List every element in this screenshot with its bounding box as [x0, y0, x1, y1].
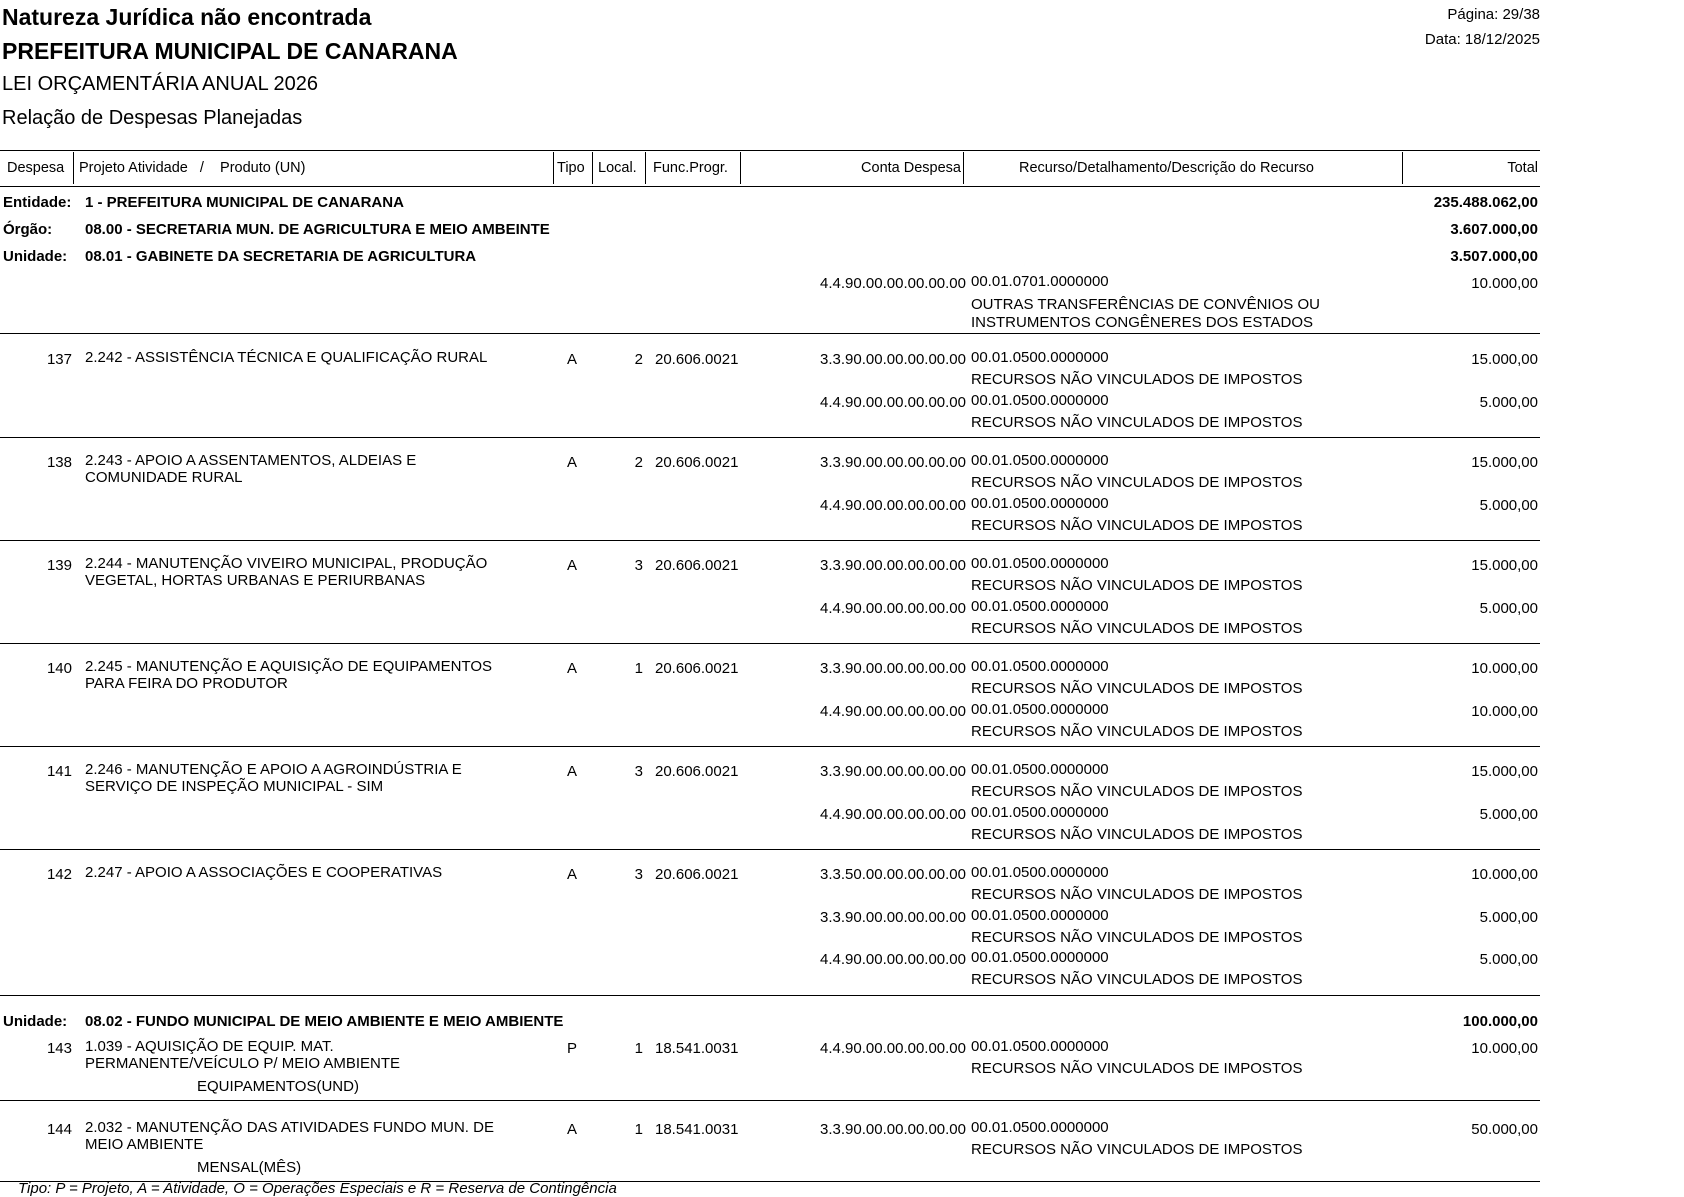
col-header-tipo: Tipo: [557, 160, 585, 176]
col-separator: [1402, 152, 1403, 184]
line-recurso: 00.01.0500.0000000: [971, 1037, 1109, 1055]
row-projeto-line2: MEIO AMBIENTE: [85, 1135, 204, 1153]
line-total: 5.000,00: [1479, 908, 1538, 926]
row-func: 20.606.0021: [655, 454, 739, 471]
line-recurso: 00.01.0500.0000000: [971, 555, 1109, 572]
row-despesa: 142: [46, 866, 72, 883]
row-projeto-line1: 2.247 - APOIO A ASSOCIAÇÕES E COOPERATIVAS: [85, 864, 443, 881]
table-top-border: [0, 150, 1540, 151]
line-total: 50.000,00: [1471, 1120, 1538, 1138]
line-conta: 3.3.90.00.00.00.00.00: [820, 351, 966, 368]
row-divider: [0, 995, 1540, 996]
row-despesa: 143: [46, 1039, 72, 1057]
carry-conta: 4.4.90.00.00.00.00.00: [820, 275, 966, 292]
line-recurso: 00.01.0500.0000000: [971, 658, 1109, 675]
line-recurso-desc: RECURSOS NÃO VINCULADOS DE IMPOSTOS: [971, 886, 1303, 903]
carry-total: 10.000,00: [1471, 275, 1538, 292]
unidade2-name: 08.02 - FUNDO MUNICIPAL DE MEIO AMBIENTE E MEIO AMBIENTE: [85, 1012, 564, 1030]
line-recurso-desc: RECURSOS NÃO VINCULADOS DE IMPOSTOS: [971, 371, 1303, 388]
line-recurso-desc: RECURSOS NÃO VINCULADOS DE IMPOSTOS: [971, 680, 1303, 697]
row-despesa: 139: [46, 557, 72, 574]
row-projeto-line1: 2.246 - MANUTENÇÃO E APOIO A AGROINDÚSTRIA E: [85, 761, 462, 778]
line-total: 5.000,00: [1479, 599, 1538, 617]
row-tipo: A: [567, 557, 578, 574]
row-func: 20.606.0021: [655, 351, 739, 368]
row-tipo: A: [567, 351, 578, 368]
report-title-natureza: Natureza Jurídica não encontrada: [2, 4, 372, 30]
line-conta: 4.4.90.00.00.00.00.00: [820, 951, 966, 968]
line-recurso: 00.01.0500.0000000: [971, 452, 1109, 469]
line-total: 15.000,00: [1471, 351, 1538, 368]
row-func: 18.541.0031: [655, 1039, 739, 1057]
row-projeto-line1: 2.242 - ASSISTÊNCIA TÉCNICA E QUALIFICAÇÃO RURAL: [85, 349, 488, 366]
line-total: 10.000,00: [1471, 702, 1538, 720]
line-conta: 3.3.90.00.00.00.00.00: [820, 454, 966, 471]
col-header-local: Local.: [598, 160, 637, 176]
row-despesa: 144: [46, 1120, 72, 1138]
col-separator: [73, 152, 74, 184]
col-separator: [740, 152, 741, 184]
row-local: 3: [634, 763, 643, 780]
row-divider: [0, 540, 1540, 541]
line-conta: 4.4.90.00.00.00.00.00: [820, 702, 966, 720]
line-total: 15.000,00: [1471, 454, 1538, 471]
col-header-func: Func.Progr.: [653, 160, 728, 176]
row-local: 1: [634, 660, 643, 677]
col-header-total: Total: [1507, 160, 1538, 176]
col-separator: [592, 152, 593, 184]
col-header-recurso: Recurso/Detalhamento/Descrição do Recurso: [1019, 160, 1314, 176]
entidade-label: Entidade:: [3, 194, 72, 211]
line-recurso-desc: RECURSOS NÃO VINCULADOS DE IMPOSTOS: [971, 928, 1303, 946]
entidade-total: 235.488.062,00: [1433, 194, 1538, 211]
line-conta: 3.3.90.00.00.00.00.00: [820, 660, 966, 677]
line-total: 10.000,00: [1471, 866, 1538, 883]
row-projeto-line2: SERVIÇO DE INSPEÇÃO MUNICIPAL - SIM: [85, 778, 384, 795]
row-local: 2: [634, 454, 643, 471]
line-total: 10.000,00: [1471, 660, 1538, 677]
unidade2-total: 100.000,00: [1462, 1012, 1538, 1030]
orgao-label: Órgão:: [3, 221, 53, 238]
unidade-total: 3.507.000,00: [1450, 248, 1538, 265]
line-conta: 4.4.90.00.00.00.00.00: [820, 599, 966, 617]
col-separator: [963, 152, 964, 184]
row-produto: EQUIPAMENTOS(UND): [197, 1077, 359, 1095]
line-total: 5.000,00: [1479, 496, 1538, 514]
row-despesa: 141: [46, 763, 72, 780]
row-projeto-line2: PERMANENTE/VEÍCULO P/ MEIO AMBIENTE: [85, 1054, 401, 1072]
row-projeto-line1: 2.245 - MANUTENÇÃO E AQUISIÇÃO DE EQUIPAMENTOS: [85, 658, 493, 675]
line-recurso-desc: RECURSOS NÃO VINCULADOS DE IMPOSTOS: [971, 825, 1303, 843]
row-func: 20.606.0021: [655, 557, 739, 574]
row-tipo: A: [567, 454, 578, 471]
row-tipo: P: [567, 1039, 578, 1057]
line-recurso-desc: RECURSOS NÃO VINCULADOS DE IMPOSTOS: [971, 474, 1303, 491]
entidade-name: 1 - PREFEITURA MUNICIPAL DE CANARANA: [85, 194, 404, 211]
report-title-loa: LEI ORÇAMENTÁRIA ANUAL 2026: [2, 73, 319, 95]
row-despesa: 140: [46, 660, 72, 677]
line-conta: 3.3.90.00.00.00.00.00: [820, 557, 966, 574]
line-recurso-desc: RECURSOS NÃO VINCULADOS DE IMPOSTOS: [971, 413, 1303, 431]
col-header-despesa: Despesa: [7, 160, 65, 176]
row-local: 3: [634, 866, 643, 883]
row-produto: MENSAL(MÊS): [197, 1158, 302, 1176]
line-conta: 4.4.90.00.00.00.00.00: [820, 805, 966, 823]
row-projeto-line1: 2.244 - MANUTENÇÃO VIVEIRO MUNICIPAL, PRODUÇÃO: [85, 555, 488, 572]
row-despesa: 138: [46, 454, 72, 471]
col-separator: [645, 152, 646, 184]
table-header-bottom-border: [0, 186, 1540, 187]
row-tipo: A: [567, 1120, 578, 1138]
col-separator: [553, 152, 554, 184]
row-projeto-line1: 1.039 - AQUISIÇÃO DE EQUIP. MAT.: [85, 1037, 334, 1055]
line-total: 10.000,00: [1471, 1039, 1538, 1057]
col-header-projeto: Projeto Atividade / Produto (UN): [79, 160, 306, 176]
row-tipo: A: [567, 866, 578, 883]
line-recurso: 00.01.0500.0000000: [971, 906, 1109, 924]
orgao-name: 08.00 - SECRETARIA MUN. DE AGRICULTURA E MEIO AMBEINTE: [85, 221, 550, 238]
line-recurso-desc: RECURSOS NÃO VINCULADOS DE IMPOSTOS: [971, 971, 1303, 988]
report-title-prefeitura: PREFEITURA MUNICIPAL DE CANARANA: [2, 38, 458, 64]
row-func: 18.541.0031: [655, 1120, 739, 1138]
line-conta: 3.3.90.00.00.00.00.00: [820, 1120, 966, 1138]
row-projeto-line1: 2.243 - APOIO A ASSENTAMENTOS, ALDEIAS E: [85, 452, 417, 469]
row-func: 20.606.0021: [655, 763, 739, 780]
unidade-name: 08.01 - GABINETE DA SECRETARIA DE AGRICULTURA: [85, 248, 477, 265]
carry-recurso: 00.01.0701.0000000: [971, 273, 1109, 290]
line-conta: 3.3.90.00.00.00.00.00: [820, 763, 966, 780]
line-recurso: 00.01.0500.0000000: [971, 803, 1109, 821]
line-recurso: 00.01.0500.0000000: [971, 391, 1109, 409]
line-recurso: 00.01.0500.0000000: [971, 864, 1109, 881]
line-recurso: 00.01.0500.0000000: [971, 349, 1109, 366]
report-title-relacao: Relação de Despesas Planejadas: [2, 107, 303, 129]
line-total: 15.000,00: [1471, 763, 1538, 780]
line-recurso-desc: RECURSOS NÃO VINCULADOS DE IMPOSTOS: [971, 783, 1303, 800]
line-total: 15.000,00: [1471, 557, 1538, 574]
row-divider: [0, 1100, 1540, 1101]
line-recurso: 00.01.0500.0000000: [971, 949, 1109, 966]
row-tipo: A: [567, 660, 578, 677]
row-local: 1: [634, 1039, 643, 1057]
report-date: Data: 18/12/2025: [1424, 31, 1540, 48]
row-local: 1: [634, 1120, 643, 1138]
unidade2-label: Unidade:: [3, 1012, 68, 1030]
row-projeto-line2: VEGETAL, HORTAS URBANAS E PERIURBANAS: [85, 572, 426, 589]
page-number: Página: 29/38: [1447, 6, 1540, 23]
row-func: 20.606.0021: [655, 866, 739, 883]
row-divider: [0, 849, 1540, 850]
row-divider: [0, 643, 1540, 644]
unidade-label: Unidade:: [3, 248, 68, 265]
row-func: 20.606.0021: [655, 660, 739, 677]
line-conta: 4.4.90.00.00.00.00.00: [820, 1039, 966, 1057]
row-local: 3: [634, 557, 643, 574]
orgao-total: 3.607.000,00: [1450, 221, 1538, 238]
line-conta: 3.3.90.00.00.00.00.00: [820, 908, 966, 926]
row-local: 2: [634, 351, 643, 368]
footer-legend: Tipo: P = Projeto, A = Atividade, O = Operações Especiais e R = Reserva de Contingência: [18, 1180, 617, 1197]
line-recurso-desc: RECURSOS NÃO VINCULADOS DE IMPOSTOS: [971, 1140, 1303, 1158]
row-projeto-line2: PARA FEIRA DO PRODUTOR: [85, 675, 288, 692]
row-divider: [0, 333, 1540, 334]
line-recurso: 00.01.0500.0000000: [971, 597, 1109, 615]
line-total: 5.000,00: [1479, 393, 1538, 411]
row-projeto-line1: 2.032 - MANUTENÇÃO DAS ATIVIDADES FUNDO MUN. DE: [85, 1118, 494, 1136]
row-despesa: 137: [46, 351, 72, 368]
line-recurso-desc: RECURSOS NÃO VINCULADOS DE IMPOSTOS: [971, 619, 1303, 637]
line-recurso-desc: RECURSOS NÃO VINCULADOS DE IMPOSTOS: [971, 722, 1303, 740]
carry-desc-line2: INSTRUMENTOS CONGÊNERES DOS ESTADOS: [971, 314, 1313, 331]
carry-desc-line1: OUTRAS TRANSFERÊNCIAS DE CONVÊNIOS OU: [971, 296, 1320, 313]
line-recurso: 00.01.0500.0000000: [971, 700, 1109, 718]
row-tipo: A: [567, 763, 578, 780]
line-recurso: 00.01.0500.0000000: [971, 761, 1109, 778]
line-recurso: 00.01.0500.0000000: [971, 1118, 1109, 1136]
line-total: 5.000,00: [1479, 805, 1538, 823]
line-recurso-desc: RECURSOS NÃO VINCULADOS DE IMPOSTOS: [971, 1059, 1303, 1077]
line-recurso-desc: RECURSOS NÃO VINCULADOS DE IMPOSTOS: [971, 577, 1303, 594]
line-conta: 4.4.90.00.00.00.00.00: [820, 496, 966, 514]
row-divider: [0, 746, 1540, 747]
line-recurso: 00.01.0500.0000000: [971, 494, 1109, 512]
row-divider: [0, 437, 1540, 438]
line-conta: 4.4.90.00.00.00.00.00: [820, 393, 966, 411]
col-header-conta: Conta Despesa: [861, 160, 961, 176]
line-conta: 3.3.50.00.00.00.00.00: [820, 866, 966, 883]
line-recurso-desc: RECURSOS NÃO VINCULADOS DE IMPOSTOS: [971, 516, 1303, 534]
line-total: 5.000,00: [1479, 951, 1538, 968]
row-projeto-line2: COMUNIDADE RURAL: [85, 469, 243, 486]
